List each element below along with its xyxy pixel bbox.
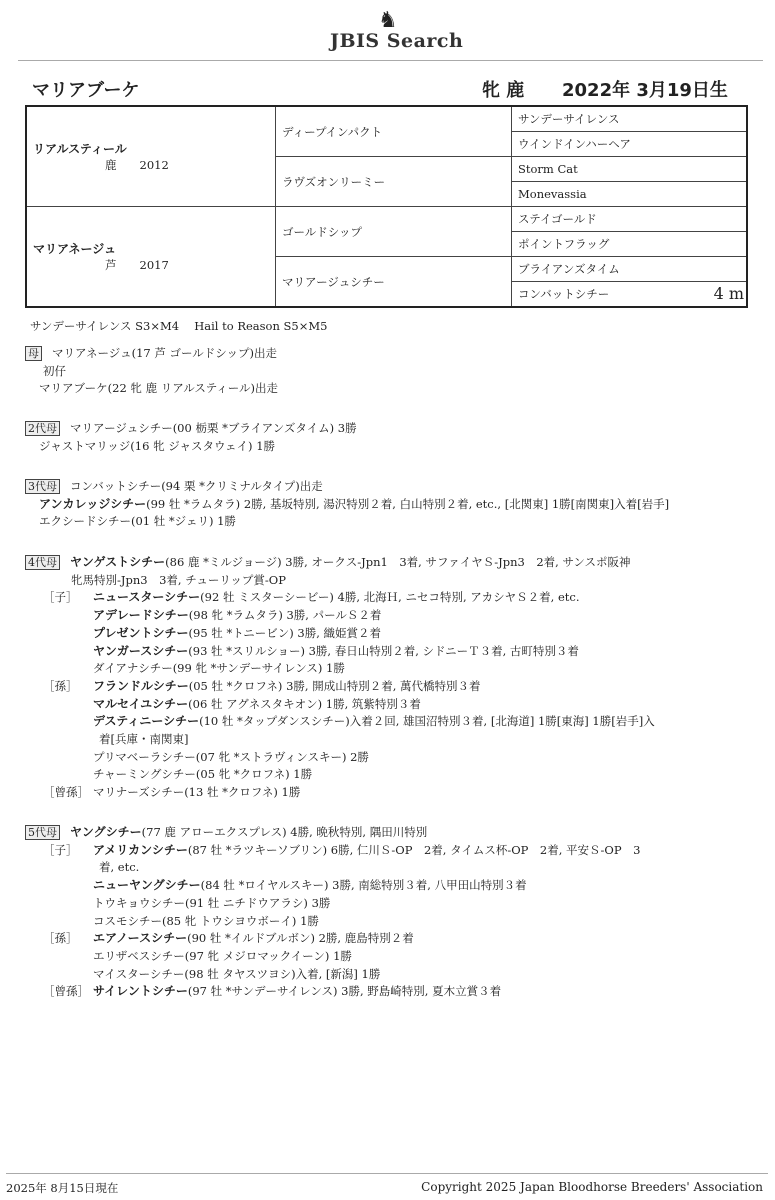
horse-link[interactable]: プレゼントシチー — [93, 625, 189, 640]
horse-record: ダイアナシチー(99 牝 *サンデーサイレンス) 1勝 — [93, 661, 345, 676]
sire-sire-dam[interactable]: ウインドインハーヘア — [512, 132, 748, 157]
dam-sire-dam[interactable]: ポイントフラッグ — [512, 232, 748, 257]
horse-record: (86 鹿 *ミルジョージ) 3勝, オークス-Jpn1 3着, サファイヤＳ-Jpn3 2着, サンスポ阪神 — [165, 555, 631, 569]
header-divider — [18, 60, 763, 61]
offspring-line: ジャストマリッジ(16 牝 ジャスタウェイ) 1勝 — [39, 438, 276, 453]
horse-link[interactable]: アメリカンシチー — [93, 842, 188, 857]
horse-record: (06 牡 アグネスタキオン) 1勝, 筑紫特別３着 — [188, 696, 421, 711]
fifth-dam-section — [25, 824, 765, 1001]
horse-record: (77 鹿 アローエクスプレス) 4勝, 晩秋特別, 隅田川特別 — [141, 825, 428, 839]
horse-record: プリマベーラシチー(07 牝 *ストラヴィンスキー) 2勝 — [93, 749, 369, 764]
horse-logo-icon: ♞ — [378, 8, 398, 33]
dam-line: マリアネージュ(17 芦 ゴールドシップ)出走 — [52, 346, 278, 360]
dam-name[interactable]: マリアネージュ — [33, 242, 117, 256]
dam-sire-sire[interactable]: ステイゴールド — [512, 207, 748, 232]
sire-sire-sire[interactable]: サンデーサイレンス — [512, 106, 748, 132]
dam-dam-dam-cell[interactable] — [512, 282, 748, 308]
horse-link[interactable]: エアノースシチー — [93, 931, 188, 946]
horse-birth-date: 2022年 3月19日生 — [562, 80, 728, 101]
horse-link[interactable]: アデレードシチー — [93, 608, 189, 623]
horse-record: (05 牡 *クロフネ) 3勝, 開成山特別２着, 萬代橋特別３着 — [188, 678, 481, 693]
sire-name[interactable]: リアルスティール — [33, 142, 127, 156]
section-tag: 2代母 — [25, 421, 60, 436]
third-dam-section — [25, 478, 765, 531]
horse-record: (97 牡 *サンデーサイレンス) 3勝, 野島崎特別, 夏木立賞３着 — [187, 984, 502, 999]
jbis-search-logo[interactable] — [330, 8, 464, 54]
copyright: Copyright 2025 Japan Bloodhorse Breeders' Association — [421, 1180, 763, 1194]
great-grandchildren-label: ［曾孫］ — [43, 984, 89, 999]
horse-record: (84 牡 *ロイヤルスキー) 3勝, 南総特別３着, 八甲田山特別３着 — [200, 878, 527, 893]
first-foal-note: 初仔 — [43, 363, 66, 378]
section-tag: 3代母 — [25, 479, 60, 494]
horse-record: (98 牝 *ラムタラ) 3勝, パールＳ２着 — [188, 608, 382, 623]
as-of-date: 2025年 8月15日現在 — [6, 1181, 119, 1195]
sire-dam-sire[interactable]: Storm Cat — [512, 157, 748, 182]
children-label: ［子］ — [43, 590, 78, 605]
horse-record: (92 牡 ミスターシービー) 4勝, 北海Ｈ, ニセコ特別, アカシヤＳ２着, etc. — [200, 590, 580, 605]
second-dam-line: マリアージュシチー(00 栃栗 *ブライアンズタイム) 3勝 — [70, 421, 357, 435]
dam-dam[interactable]: マリアージュシチー — [276, 257, 512, 308]
horse-link[interactable]: ニュースターシチー — [93, 590, 201, 605]
horse-record: (10 牡 *タップダンスシチー)入着２回, 雄国沼特別３着, [北海道] 1勝[東海] 1勝[岩手]入 — [199, 714, 655, 729]
children-label: ［子］ — [43, 842, 78, 857]
section-tag: 5代母 — [25, 825, 60, 840]
horse-record: (93 牡 *スリルショー) 3勝, 春日山特別２着, シドニーＴ３着, 古町特別３着 — [188, 643, 579, 658]
record-continuation: 牝馬特別-Jpn3 3着, チューリップ賞-OP — [71, 572, 286, 587]
horse-record: マリナーズシチー(13 牡 *クロフネ) 1勝 — [93, 785, 301, 800]
sire-detail: 鹿 2012 — [105, 158, 169, 172]
horse-sex-color: 牝 鹿 — [482, 80, 525, 101]
horse-link[interactable]: ヤンガースシチー — [93, 643, 189, 658]
sire-sire[interactable]: ディープインパクト — [276, 106, 512, 157]
horse-record: (99 牡 *ラムタラ) 2勝, 基坂特別, 湯沢特別２着, 白山特別２着, etc., [北関東] 1勝[南関東]入着[岩手] — [146, 496, 670, 511]
family-number-badge: 4 m — [713, 284, 744, 303]
pedigree-table — [25, 105, 748, 308]
horse-record: トウキョウシチー(91 牡 ニチドウアラシ) 3勝 — [93, 895, 331, 910]
horse-link[interactable]: ヤングシチー — [70, 825, 142, 839]
dam-cell[interactable] — [26, 207, 276, 308]
footer-divider — [6, 1173, 768, 1174]
section-tag: 母 — [25, 346, 42, 361]
horse-record: (87 牡 *ラツキーソブリン) 6勝, 仁川Ｓ-OP 2着, タイムス杯-OP 2着, 平安Ｓ-OP 3 — [187, 842, 641, 857]
record-continuation: 着, etc. — [99, 860, 140, 875]
horse-record: (90 牡 *イルドブルボン) 2勝, 鹿島特別２着 — [187, 931, 414, 946]
horse-link[interactable]: デスティニーシチー — [93, 714, 200, 729]
second-dam-section — [25, 420, 765, 455]
offspring-line: エクシードシチー(01 牡 *ジェリ) 1勝 — [39, 514, 236, 529]
horse-record: (95 牡 *トニービン) 3勝, 織姫賞２着 — [188, 625, 382, 640]
horse-link[interactable]: アンカレッジシチー — [39, 496, 147, 511]
horse-record: マイスターシチー(98 牡 タヤスツヨシ)入着, [新潟] 1勝 — [93, 966, 381, 981]
horse-title — [32, 76, 732, 102]
horse-link[interactable]: ニューヤングシチー — [93, 878, 201, 893]
dam-detail: 芦 2017 — [105, 258, 169, 272]
grandchildren-label: ［孫］ — [43, 931, 78, 946]
dam-section — [25, 345, 765, 398]
section-tag: 4代母 — [25, 555, 60, 570]
sire-dam-dam[interactable]: Monevassia — [512, 182, 748, 207]
horse-record: エリザベスシチー(97 牝 メジロマックイーン) 1勝 — [93, 948, 352, 963]
horse-record: チャーミングシチー(05 牝 *クロフネ) 1勝 — [93, 767, 313, 782]
horse-link[interactable]: フランドルシチー — [93, 678, 189, 693]
dam-dam-dam[interactable]: コンバットシチー — [518, 287, 610, 301]
great-grandchildren-label: ［曾孫］ — [43, 785, 89, 800]
offspring-line: マリアブーケ(22 牝 鹿 リアルスティール)出走 — [39, 381, 279, 396]
horse-link[interactable]: ヤンゲストシチー — [70, 555, 166, 569]
dam-sire[interactable]: ゴールドシップ — [276, 207, 512, 257]
inbreeding-note: サンデーサイレンス S3×M4 Hail to Reason S5×M5 — [30, 319, 328, 333]
logo-text: JBIS Search — [330, 30, 464, 52]
horse-link[interactable]: サイレントシチー — [93, 984, 188, 999]
third-dam-line: コンバットシチー(94 栗 *クリミナルタイプ)出走 — [70, 479, 323, 493]
record-continuation: 着[兵庫・南関東] — [99, 732, 189, 747]
horse-record: コスモシチー(85 牝 トウシヨウボーイ) 1勝 — [93, 913, 319, 928]
horse-name: マリアブーケ — [32, 80, 140, 101]
grandchildren-label: ［孫］ — [43, 678, 78, 693]
fourth-dam-section — [25, 554, 765, 802]
sire-cell[interactable] — [26, 106, 276, 207]
sire-dam[interactable]: ラヴズオンリーミー — [276, 157, 512, 207]
dam-dam-sire[interactable]: ブライアンズタイム — [512, 257, 748, 282]
horse-link[interactable]: マルセイユシチー — [93, 696, 189, 711]
